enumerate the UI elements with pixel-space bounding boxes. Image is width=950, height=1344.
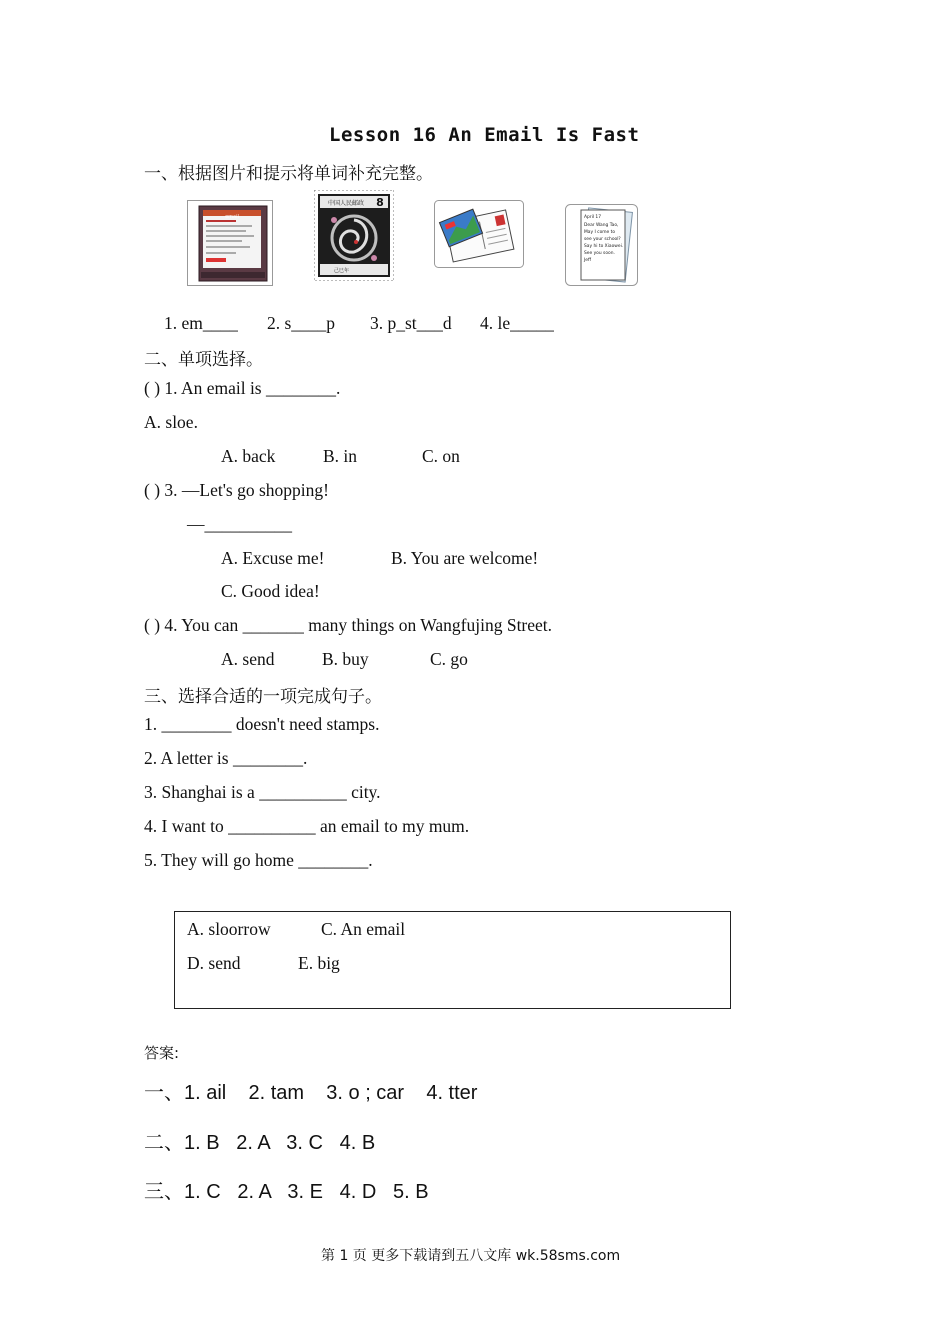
sentence-4: 4. I want to __________ an email to my mum.: [144, 816, 470, 836]
sentence-2: 2. A letter is ________.: [144, 748, 308, 768]
sentence-1: 1. ________ doesn't need stamps.: [144, 714, 380, 734]
answer-line-1: [144, 1076, 477, 1105]
box-option-e: E. big: [298, 953, 340, 973]
section2-heading: 二、单项选择。: [144, 350, 263, 370]
question-3-option-b: B. You are welcome!: [391, 548, 539, 568]
question-1: ( ) 1. An email is ________.: [144, 378, 341, 398]
stamp-icon: [314, 190, 394, 281]
question-3-option-c: C. Good idea!: [221, 581, 320, 601]
section1-heading: 一、根据图片和提示将单词补充完整。: [144, 164, 433, 184]
answer-line-1-prefix: 一、: [144, 1080, 184, 1104]
letter-line-7: Jeff: [584, 258, 592, 263]
answer-line-2-prefix: 二、: [144, 1130, 184, 1154]
computer-monitor-icon: [187, 200, 273, 286]
answer-line-2: [144, 1126, 375, 1155]
monitor-screen-text: email: [225, 214, 239, 220]
question-2-option-b: B. in: [323, 446, 358, 466]
question-3-option-a: A. Excuse me!: [221, 548, 325, 568]
sentence-3: 3. Shanghai is a __________ city.: [144, 782, 381, 802]
answer-line-3-text: 1. C 2. A 3. E 4. D 5. B: [184, 1181, 429, 1203]
question-1-option: A. sloe.: [144, 412, 198, 432]
fill-item-4: 4. le_____: [480, 313, 554, 333]
section3-heading: 三、选择合适的一项完成句子。: [144, 687, 382, 707]
postcard-icon: [434, 200, 524, 268]
box-option-d: D. send: [187, 953, 241, 973]
question-3-reply: —__________: [187, 514, 292, 534]
fill-item-2: 2. s____p: [267, 313, 336, 333]
sentence-5: 5. They will go home ________.: [144, 850, 373, 870]
stamp-sub-text: 己巳年: [334, 268, 350, 274]
letter-line-3: May I come to: [584, 230, 616, 235]
letter-line-4: see your school?: [584, 237, 621, 242]
box-option-c: C. An email: [321, 919, 406, 939]
stamp-header-text: 中国人民邮政: [327, 200, 365, 207]
page-footer: 第 1 页 更多下载请到五八文库 wk.58sms.com: [321, 1248, 621, 1264]
letter-icon: [565, 204, 638, 286]
answer-line-3: [144, 1175, 429, 1204]
fill-item-3: 3. p_st___d: [370, 313, 452, 333]
answer-line-1-text: 1. ail 2. tam 3. o ; car 4. tter: [184, 1082, 478, 1104]
question-4-option-b: B. buy: [322, 649, 369, 669]
stamp-value-text: 8: [376, 196, 384, 209]
question-3: ( ) 3. —Let's go shopping!: [144, 480, 329, 500]
letter-line-6: See you soon.: [584, 251, 615, 256]
letter-line-2: Dear Wang Tao,: [584, 223, 619, 228]
letter-line-1: April 17: [584, 215, 602, 220]
question-2-option-c: C. on: [422, 446, 460, 466]
page-title: Lesson 16 An Email Is Fast: [329, 124, 640, 146]
question-4: ( ) 4. You can _______ many things on Wangfujing Street.: [144, 615, 553, 635]
answer-line-2-text: 1. B 2. A 3. C 4. B: [184, 1132, 376, 1154]
answers-label: 答案:: [144, 1044, 180, 1062]
question-4-option-c: C. go: [430, 649, 468, 669]
fill-item-1: 1. em____: [164, 313, 238, 333]
box-option-a: A. sloorrow: [187, 919, 271, 939]
question-4-option-a: A. send: [221, 649, 275, 669]
letter-line-5: Say hi to Xiaowei.: [584, 244, 624, 249]
answer-line-3-prefix: 三、: [144, 1179, 184, 1203]
question-2-option-a: A. back: [221, 446, 276, 466]
